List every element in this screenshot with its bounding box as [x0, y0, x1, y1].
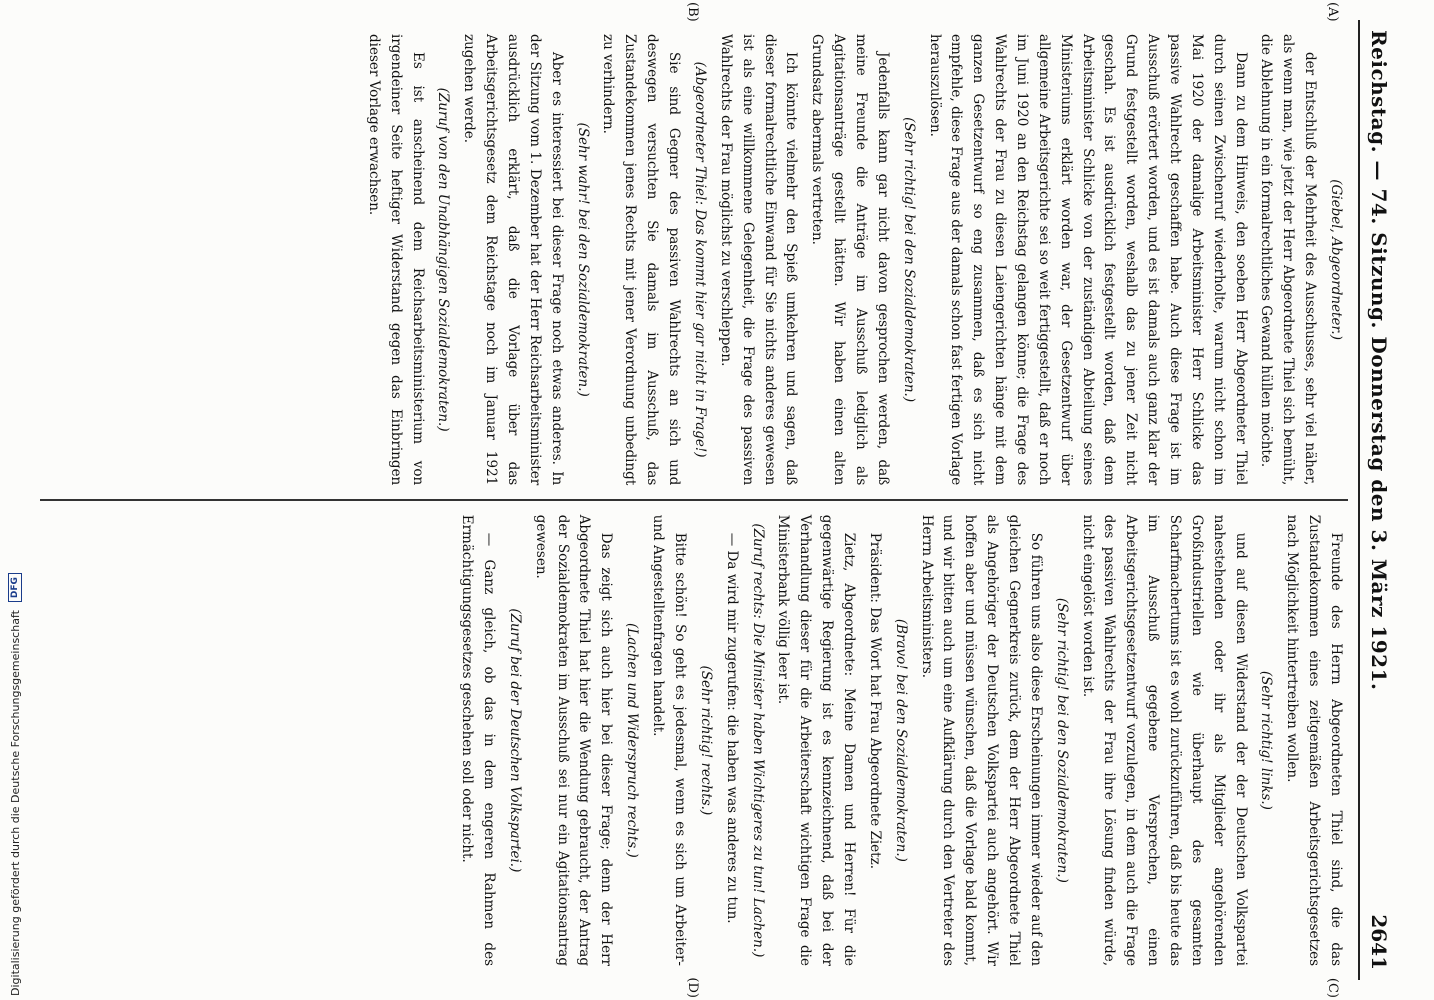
right-column-paragraph: (Bravo! bei den Sozialdemokraten.) — [892, 618, 909, 862]
page-header — [1362, 20, 1396, 980]
left-column-paragraph: (Sehr wahr! bei den Sozialdemokraten.) — [574, 122, 591, 397]
right-column-paragraph: — Da wird mir zugerufen: die haben was anderes zu tun. — [723, 532, 740, 924]
margin-marker-c: (C) — [1325, 977, 1340, 998]
left-column-paragraph: Aber es interessiert bei dieser Frage noch etwas anderes. In der Sitzung vom 1. Dezember hat der Herr Reichsarbeitsminister ausdrücklich erklärt, daß die Vorlage über das Arbeitsgerichtsgesetz dem Reichstage noch im Januar 1921 zugehen werde. — [461, 34, 565, 486]
left-column-paragraph: (Sehr richtig! bei den Sozialdemokraten.) — [900, 117, 917, 403]
left-column-paragraph: (Abgeordneter Thiel: Das kommt hier gar nicht in Frage!) — [691, 61, 708, 458]
right-column-paragraph: Freunde des Herrn Abgeordneten Thiel sind, die das Zustandekommen eines zeitgemäßen Arbeitsgerichtsgesetzes nach Möglichkeit hintertreiben wollen. — [1284, 514, 1344, 966]
right-column-paragraph: — Ganz gleich, ob das in dem engeren Rahmen des Ermächtigungsgesetzes geschehen soll oder nicht. — [459, 514, 498, 966]
right-column — [40, 501, 1352, 980]
right-column-paragraph: (Sehr richtig! rechts.) — [697, 665, 714, 816]
left-column-paragraph: Jedenfalls kann gar nicht davon gesprochen werden, daß meine Freunde die Anträge im Ausschuß lediglich als Agitationsanträge gestellt hätten. Wir haben einen alten Grundsatz abermals vertreten. — [809, 34, 891, 486]
page-number: 2641 — [1367, 914, 1391, 970]
digitization-text: Digitalisierung gefördert durch die Deutsche Forschungsgemeinschaft — [8, 610, 22, 996]
margin-marker-b: (B) — [685, 2, 700, 22]
text-columns — [40, 20, 1352, 980]
margin-marker-a: (A) — [1325, 2, 1340, 22]
left-column-paragraph: Es ist anscheinend dem Reichsarbeitsministerium von irgendeiner Seite heftiger Widerstand gegen das Einbringen dieser Vorlage erwachsen. — [365, 34, 426, 486]
rotated-scan — [40, 2, 1400, 998]
margin-marker-d: (D) — [685, 977, 700, 998]
right-column-paragraph: Präsident: Das Wort hat Frau Abgeordnete Zietz. — [866, 532, 883, 869]
right-column-paragraph: Bitte schön! So geht es jedesmal, wenn es sich um Arbeiter- und Angestelltenfragen handelt. — [650, 514, 688, 966]
left-column — [40, 20, 1352, 499]
digitization-note — [4, 0, 26, 996]
dfg-logo: DFG — [8, 573, 22, 602]
right-column-paragraph: (Zuruf bei der Deutschen Volkspartei.) — [506, 608, 523, 873]
header-rule — [1358, 20, 1360, 980]
right-column-paragraph: (Sehr richtig! links.) — [1258, 670, 1275, 810]
right-column-paragraph: (Zuruf rechts: Die Minister haben Wichtigeres zu tun! Lachen.) — [749, 523, 766, 958]
header-title: Reichstag. — 74. Sitzung. Donnerstag den 3. März 1921. — [1367, 30, 1391, 691]
right-column-paragraph: und auf diesen Widerstand der der Deutschen Volkspartei nahestehenden oder ihr als Mitglieder angehörenden Großindustriellen wie überhaupt des gesamten Scharfmachertums ist es wohl zurückzuführen, daß bis heute das im Ausschuß gegebene Versprechen, einen Arbeitsgerichtsgesetzentwurf vorzulegen, in dem auch die Frage des passiven Wahlrechts der Frau ihre Lösung finden würde, nicht eingelöst worden ist. — [1079, 514, 1249, 966]
left-column-paragraph: Dann zu dem Hinweis, den soeben Herr Abgeordneter Thiel durch seinen Zwischenruf wiederholte, warum nicht schon im Mai 1920 der damalige Arbeitsminister Herr Schlicke das passive Wahlrecht geschaffen habe. Auch diese Frage ist im Ausschuß erörtert worden, und es ist damals auch ganz klar der Grund festgestellt worden, weshalb das zu jener Zeit nicht geschah. Es ist ausdrücklich festgestellt worden, daß dem Arbeitsminister Schlicke von der zuständigen Abteilung seines Ministeriums erklärt worden war, der Gesetzentwurf über allgemeine Arbeitsgerichte sei so weit fertiggestellt, daß er noch im Juni 1920 an den Reichstag gelangen könne; die Frage des Wahlrechts der Frau zu diesen Laiengerichten hänge mit dem ganzen Gesetzentwurf so eng zusammen, daß es sich nicht empfehle, diese Frage aus der damals schon fast fertigen Vorlage herauszulösen. — [926, 34, 1249, 486]
left-column-paragraph: Ich könnte vielmehr den Spieß umkehren und sagen, daß dieser formalrechtliche Einwand für Sie nichts anderes gewesen ist als eine willkommene Gelegenheit, die Frage des passiven Wahlrechts der Frau möglichst zu verschleppen. — [717, 34, 800, 486]
right-column-paragraph: Zietz, Abgeordnete: Meine Damen und Herren! Für die gegenwärtige Regierung ist es kennzeichnend, daß bei der Verhandlung dieser für die Arbeiterschaft wichtigen Frage die Ministerbank völlig leer ist. — [775, 514, 857, 966]
right-column-paragraph: (Sehr richtig! bei den Sozialdemokraten.) — [1053, 597, 1070, 883]
right-column-paragraph: (Lachen und Widerspruch rechts.) — [624, 623, 641, 858]
left-column-paragraph: (Zuruf von den Unabhängigen Sozialdemokraten.) — [435, 87, 452, 432]
right-column-paragraph: Das zeigt sich auch hier bei dieser Frage; denn der Herr Abgeordnete Thiel hat hier die Wendung gebraucht, der Antrag der Sozialdemokraten im Ausschuß sei nur ein Agitationsantrag gewesen. — [532, 514, 615, 966]
left-column-paragraph: (Giebel, Abgeordneter.) — [1328, 179, 1344, 340]
left-column-paragraph: der Entschluß der Mehrheit des Ausschusses, sehr viel näher, als wenn man, wie jetzt der Herr Abgeordnete Thiel sich bemüht, die Ablehnung in ein formalrechtliches Gewand hüllen möchte. — [1258, 34, 1319, 486]
left-column-paragraph: Sie sind Gegner des passiven Wahlrechts an sich und deswegen versuchten Sie damals im Ausschuß, das Zustandekommen jenes Rechts mit jener Verordnung unbedingt zu verhindern. — [600, 34, 683, 486]
right-column-paragraph: So führen uns also diese Erscheinungen immer wieder auf den gleichen Gegnerkreis zurück, dem der Herr Abgeordnete Thiel als Angehöriger der Deutschen Volkspartei auch angehört. Wir hoffen aber und müssen wünschen, daß die Vorlage bald kommt, und wir bitten auch um eine Aufklärung durch den Vertreter des Herrn Arbeitsministers. — [918, 514, 1044, 966]
